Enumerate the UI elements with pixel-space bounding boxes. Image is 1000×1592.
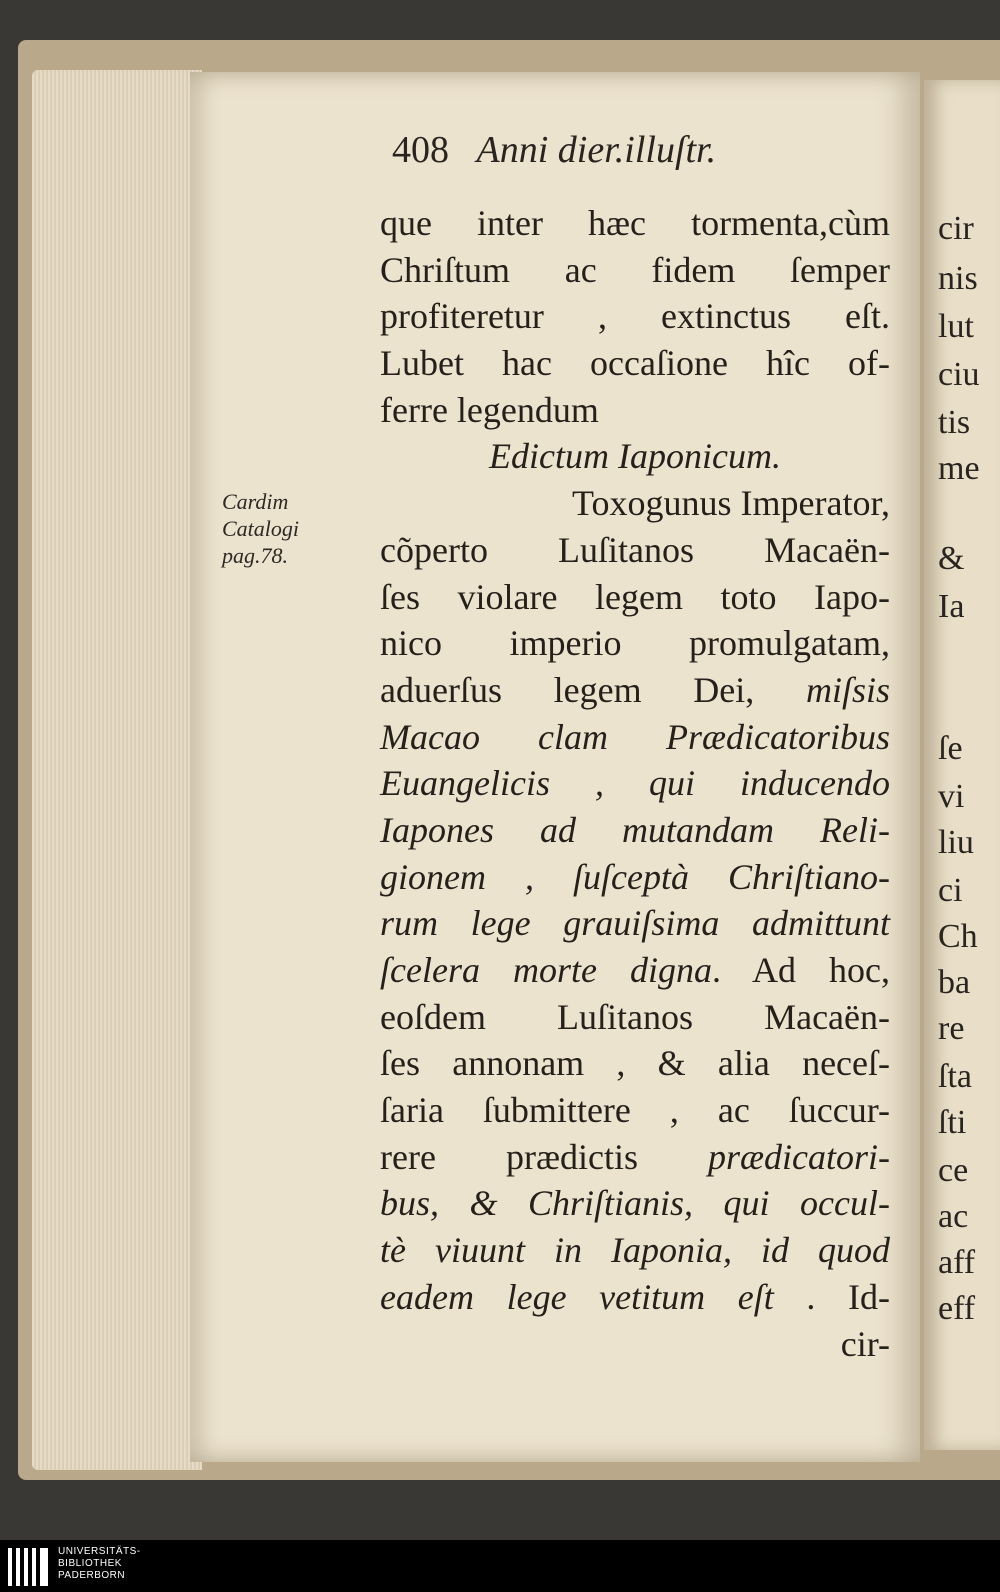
facing-fragment: ſta <box>938 1058 972 1095</box>
facing-fragment: Ia <box>938 588 965 625</box>
text-line: Chriſtum ac fidem ſemper <box>380 249 890 290</box>
facing-fragment: vi <box>938 778 965 815</box>
text-line: Edictum Iaponicum. <box>489 436 781 477</box>
facing-fragment: ciu <box>938 356 980 393</box>
facing-fragment: lut <box>938 308 974 345</box>
text-line: ſes violare legem toto Iapo- <box>380 576 890 617</box>
text-line: que inter hæc tormenta,cùm <box>380 203 890 243</box>
marginal-note-line: pag.78. <box>222 543 288 568</box>
facing-fragment: Ch <box>938 918 978 955</box>
text-line: rere prædictis prædicatori- <box>380 1136 890 1177</box>
text-line: Iapones ad mutandam Reli- <box>380 809 890 850</box>
page-edges <box>32 70 202 1470</box>
facing-fragment: aff <box>938 1244 976 1281</box>
library-logo-icon <box>8 1548 50 1586</box>
facing-page <box>924 80 1000 1450</box>
facing-fragment: & <box>938 540 965 577</box>
text-line: ſcelera morte digna. Ad hoc, <box>380 950 890 990</box>
text-line: ferre legendum <box>380 389 599 430</box>
text-line: ſaria ſubmittere , ac ſuccur- <box>380 1090 890 1131</box>
facing-fragment: cir <box>938 210 974 247</box>
text-line: Toxogunus Imperator, <box>572 483 890 524</box>
text-line: cõperto Luſitanos Macaën- <box>380 529 890 570</box>
facing-fragment: ce <box>938 1152 969 1189</box>
facing-fragment: ſe <box>938 730 963 767</box>
marginal-note <box>222 488 352 569</box>
text-line: eoſdem Luſitanos Macaën- <box>380 996 890 1037</box>
page-header <box>392 128 852 184</box>
facing-fragment: tis <box>938 404 971 441</box>
facing-fragment: ci <box>938 872 963 909</box>
facing-fragment: nis <box>938 260 978 297</box>
facing-fragment: ac <box>938 1198 969 1235</box>
facing-fragment: re <box>938 1010 965 1047</box>
library-logo-line: UNIVERSITÄTS- <box>58 1546 141 1557</box>
text-line: nico imperio promulgatam, <box>380 623 890 664</box>
text-line: Euangelicis , qui inducendo <box>380 763 890 804</box>
page-number: 408 <box>392 129 449 171</box>
text-line: bus, & Chriſtianis, qui occul- <box>380 1183 890 1224</box>
library-logo-line: PADERBORN <box>58 1570 126 1581</box>
text-line: aduerſus legem Dei, miſsis <box>380 669 890 710</box>
library-logo-text <box>58 1546 238 1582</box>
text-line: gionem , ſuſceptà Chriſtiano- <box>380 856 890 897</box>
catchword: cir- <box>840 1323 890 1364</box>
marginal-note-line: Cardim <box>222 489 289 514</box>
library-logo-line: BIBLIOTHEK <box>58 1558 122 1569</box>
body-text <box>380 200 890 1367</box>
text-line: Lubet hac occaſione hîc of- <box>380 343 890 384</box>
text-line: eadem lege vetitum eſt . Id- <box>380 1276 891 1317</box>
facing-fragment: me <box>938 450 980 487</box>
text-line: profiteretur , extinctus eſt. <box>380 296 890 337</box>
facing-fragment: ba <box>938 964 971 1001</box>
facing-fragment: ſti <box>938 1104 967 1141</box>
marginal-note-line: Catalogi <box>222 516 300 541</box>
text-line: ſes annonam , & alia neceſ- <box>380 1043 890 1084</box>
text-line: Macao clam Prædicatoribus <box>380 716 890 757</box>
facing-fragment: liu <box>938 824 974 861</box>
running-head: Anni dier.illuſtr. <box>476 129 717 171</box>
facing-fragment: eff <box>938 1290 976 1327</box>
text-line: tè viuunt in Iaponia, id quod <box>380 1230 890 1271</box>
text-line: rum lege grauiſsima admittunt <box>380 903 890 944</box>
